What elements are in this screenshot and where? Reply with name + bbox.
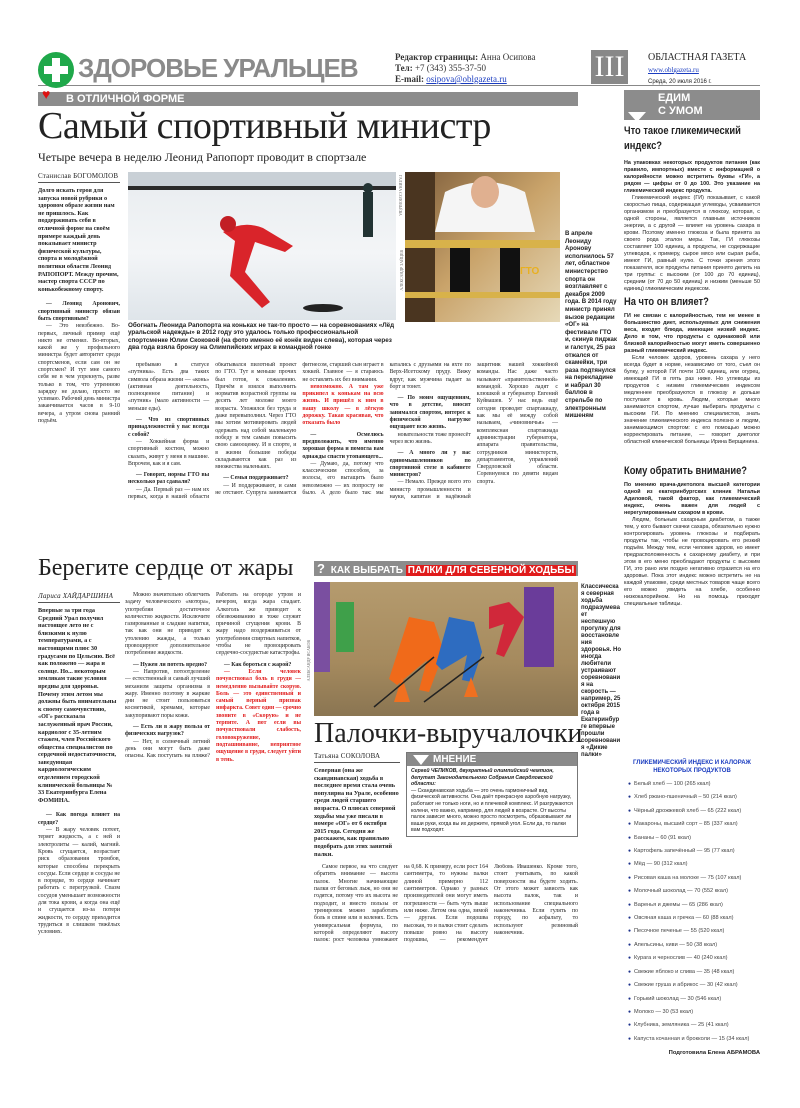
article2-body-col1 — [38, 808, 120, 936]
rubric-label: В ОТЛИЧНОЙ ФОРМЕ — [66, 93, 185, 105]
sidebar-heading-2: На что он влияет? — [624, 296, 709, 308]
question: — Говорят, нормы ГТО вы несколько раз сдавали? — [128, 472, 210, 486]
gi-list-item: ● Рисовая каша на молоке — 75 (107 ккал) — [628, 872, 764, 885]
article-body-col1 — [38, 297, 120, 425]
rubric-line2: С УМОМ — [658, 105, 703, 117]
question-mark-icon: ? — [317, 561, 325, 576]
sidebar-lead-2: ГИ не связан с калорийностью, тем не менее в большинство диет, используемых для снижения веса, входят блюда, имеющие низкий индекс. Дело в том, что продукты с одинаковой или близкой калорийностью могут иметь совершенно разный гликемический индекс. — [624, 313, 760, 354]
gi-list-item: ● Чёрный дрожжевой хлеб — 65 (222 ккал) — [628, 805, 764, 818]
email-label: E-mail: — [395, 74, 424, 84]
question: — Осмелюсь предположить, что именно хорошая форма и помогла вам однажды спасти утопающего... — [302, 431, 384, 460]
question: — А много ли у вас единомышленников по спортивной стезе в кабинете министров? — [389, 450, 471, 479]
question: — Как бороться с жарой? — [224, 661, 292, 668]
editor-name: Анна Осипова — [480, 52, 536, 62]
gi-list-item: ● Песочное печенье — 55 (520 ккал) — [628, 925, 764, 938]
article3-content — [314, 752, 578, 1060]
article-lead: Долго искать героя для запуска новой рубрики о здоровом образе жизни нам не пришлось. Как поддерживать себя в отличной форме на своём примере каждый день показывает министр физической культуры, спорта и молодёжной политики области Леонид РАПОПОРТ. Между прочим, мастер спорта СССР по конькобежному спорту. — [38, 187, 119, 293]
article3-body — [314, 864, 578, 944]
article2-body — [125, 592, 301, 1060]
gi-list-item: ● Горький шоколад — 30 (546 ккал) — [628, 993, 764, 1006]
howto-banner — [314, 561, 578, 576]
sidebar-author: Подготовила Елена АБРАМОВА — [668, 1050, 760, 1056]
article2-headline: Берегите сердце от жары — [38, 555, 294, 581]
gi-list — [628, 778, 764, 1046]
triangle-icon — [413, 755, 429, 765]
article-subheadline: Четыре вечера в неделю Леонид Рапопорт проводит в спортзале — [38, 150, 367, 164]
paper-name: ОБЛАСТНАЯ ГАЗЕТА — [648, 52, 747, 63]
answer: — Нет, в солнечный летний день они могут быть даже опасны. Как поступать на пляже? Работать на огороде утром и вечером, когда жара спадает. Алкоголь же приводит к обезвоживанию и тоже служит причиной сгущения крови. В жару надо воздерживаться от употребления спиртных напитков, чтобы не провоцировать сердечно-сосудистые катастрофы. — [125, 592, 301, 760]
medical-cross-icon — [38, 52, 74, 88]
opinion-text: — Скандинавская ходьба — это очень гармоничный вид физической активности. Она даёт прекрасную аэробную нагрузку, работают не только ноги, но и плечевой комплекс. И разгружаются колени, что важно, например, для людей в возрасте. От высоты палок зависит много, можно просто посмотреть, образовывают ли ваши руки, когда вы их держите, прямой угол. Если да, то палки вам подходят. — [411, 787, 573, 834]
editor-info — [395, 52, 536, 85]
question: — Что из спортивных принадлежностей у вас всегда с собой? — [128, 417, 210, 438]
question: — Нужен ли потеть вредно? — [133, 661, 207, 668]
sidebar-paragraph: Гликемический индекс (ГИ) показывает, с какой скоростью пища, содержащая углеводы, усваивается организмом и преобразуется в глюкозу, которая, с одной стороны, является главным источником энергии, а с другой — влияет на уровень сахара в крови. Поэтому именно глюкоза и была принята за своего рода эталон меры. Так, ГИ глюкозы составляет 100 единиц, а продукты, не содержащие углеводов, к примеру, сырое мясо или сырая рыба, имеют ГИ, равный нулю. С точки зрения этого показателя, все продукты питания принято делить на три группы: с высоким (от 100 до 70 единиц), средним (от 70 до 50 единиц) и низким (меньше 50 единиц) гликемическим индексом. — [624, 195, 760, 292]
sidebar-heading-3: Кому обратить внимание? — [624, 465, 747, 477]
photo3-credit: АЛЕКСАНДР ИСАКОВ — [306, 640, 311, 682]
answer: — Немало. Прежде всего это министр промышленности и науки, капитан и надёжный защитник нашей хоккейной команды. Нас даже часто называют «правительственной» командой. Хорошо ладят с клюшкой и губернатор Евгений Куйвашев. У нас ведь ещё сегодня проводят спартакиаду, как мы её между собой называем, «чиновничья» — комплексная спартакиада администрации губернатора, аппарата правительства, сотрудников министерств, департаментов, управлений Свердловской области. Соревнуемся по девяти видам спорта. — [389, 362, 558, 501]
article-headline: Самый спортивный министр — [38, 105, 491, 147]
gto-sign: ГТО — [520, 266, 540, 277]
gi-list-item: ● Мёд — 90 (312 ккал) — [628, 858, 764, 871]
photo3-caption: Классическая северная ходьба подразумевает неспешную прогулку для восстановления здоровья. Но иногда любители устраивают соревнования на скорость — например, 25 октября 2015 года в Екатеринбурге впервые прошли соревнования «Дикие палки» — [581, 584, 621, 758]
sidebar-lead-3: По мнению врача-диетолога высшей категории одной из екатеринбургских клиник Натальи Адиловой, такой фактор, как гликемический индекс, очень важен для людей с нерегулированным сахаром в крови. — [624, 482, 760, 516]
opinion-author: Сергей ЧЕПИКОВ, двукратный олимпийский чемпион, депутат Законодательного Собрания Свердловской области: — [411, 768, 554, 788]
triangle-icon — [628, 112, 646, 122]
phone: +7 (343) 355-37-50 — [414, 63, 487, 73]
answer: — Напротив, потоотделение — естественный и самый лучший механизм защиты организма в жару. Именно поэтому в жаркие дни не стоит пользоваться косметикой, кремами, которые закупоривают поры кожи. — [125, 668, 210, 719]
sidebar-rubric — [624, 90, 760, 120]
gi-list-item: ● Варенья и джемы — 65 (286 ккал) — [628, 899, 764, 912]
question: — Семья поддерживает? — [223, 475, 289, 482]
gi-list-item: ● Молочный шоколад — 70 (552 ккал) — [628, 885, 764, 898]
article2-lead: Впервые за три года Средний Урал получил настоящее лето не с близкими к нулю температурами, а с настоящими плюс 30 градусами по Цельсию. Всё как положено — жара и солнце. Но... некоторым землякам такие условия вредны для здоровья. Почему этим летом мы должны быть внимательны к своему самочувствию, «ОГ» рассказала заслуженный врач России, кардиолог с 35-летним стажем, член Российского общества специалистов по сердечной недостаточности, заведующая кардиологическим отделением городской клинической больницы № 33 Екатеринбурга Елена ФОМИНА. — [38, 607, 117, 804]
pushup-illustration — [405, 172, 560, 322]
nordic-walking-photo — [314, 582, 578, 716]
answer: пребываю в статусе «путника». Есть два таких символа образа жизни — «конь» (активная деятельность, полноценное питание) и «путник» (мало активности — меньше еды). — [128, 362, 210, 412]
gi-list-item: ● Курага и чернослив — 40 (240 ккал) — [628, 952, 764, 965]
gi-list-item: ● Свежие груша и абрикос — 30 (42 ккал) — [628, 979, 764, 992]
question: — Есть ли в жару польза от физических нагрузок? — [125, 724, 210, 738]
sidebar-lead: На упаковках некоторых продуктов питания (как правило, импортных) вместе с информацией о калорийности можно встретить буквы «ГИ», а рядом — цифры от 0 до 100. Это указание на гликемический индекс продукта. — [624, 160, 760, 194]
photo1-credit: ГАЛИНА СОЛОВЬЁВА — [398, 175, 403, 216]
question: — По моим ощущениям, что в детстве, вносят занимался спортом, интерес к физической нагрузке ощущают всю жизнь. — [389, 395, 471, 431]
article1-first-column — [38, 172, 120, 542]
sidebar-paragraph-2: Если человек здоров, уровень сахара у него всегда будет в норме, независимо от того, съел он булку, у которой ГИ почти 100 единиц, или огурец, имеющий ГИ в пять раз ниже. Но углеводы из продуктов с низким гликемическим индексом медленнее преобразуются в глюкозу и дольше поступают в кровь. Людям, которые много занимаются спортом, лучше выбирать продукты с высоким ГИ. По мнению специалистов, знать значение гликемического индекса полезно и людям, занимающимся спортом: с его помощью можно корректировать питание, — говорит диетолог областной клинической больницы Ирина Верщинина. — [624, 355, 760, 445]
article-body — [128, 362, 558, 542]
banner-prefix: КАК ВЫБРАТЬ — [330, 565, 403, 576]
gi-list-item: ● Апельсины, киви — 50 (38 ккал) — [628, 939, 764, 952]
gi-list-item: ● Молоко — 30 (53 ккал) — [628, 1006, 764, 1019]
article2-first-column — [38, 592, 120, 1060]
article3-lead: Северная (она же скандинавская) ходьба в последнее время стала очень популярна на Урале, особенно среди людей старшего возраста. О плюсах северной ходьбы мы уже писали в номере «ОГ» от 6 октября 2015 года. Сегодня же расскажем, как правильно подобрать для этих занятий палки. — [314, 767, 399, 858]
section-title: ЗДОРОВЬЕ УРАЛЬЦЕВ — [78, 53, 358, 83]
gi-list-item: ● Белый хлеб — 100 (265 ккал) — [628, 778, 764, 791]
gi-list-item: ● Овсяная каша и гречка — 60 (88 ккал) — [628, 912, 764, 925]
gi-list-item: ● Бананы – 60 (91 ккал) — [628, 832, 764, 845]
answer: новательности тоже пронесёт через всю жизнь. — [389, 431, 471, 445]
photo2-caption: В апреле Леониду Аронову исполнилось 57 лет, областное министерство спорта он возглавляет с декабря 2009 года. В 2014 году министр принял вызов редакции «ОГ» на фестивале ГТО и, скинув пиджак и галстук, 25 раз отжался от скамейки, три раза подтянулся на перекладине и набрал 30 баллов в стрельбе по электронным мишеням — [565, 230, 617, 420]
answer: Можно значительно облегчить задачу человеческого «мотора», употребляя достаточное количество жидкости. Исключите газированные и сладкие напитки, так как они не приводят к утолению жажды, а только провоцируют дополнительное потребление жидкости. — [125, 592, 210, 657]
article3-body-text: Самое первое, на что следует обратить внимание — высота палок. Многие начинающие палки от беговых лыж, но они не годятся, потому что их высота не подходит, и вместо пользы от тренировок можно заработать боль в спине или в коленях. Есть универсальная формула, по которой определяют высоту палок: рост человека умножают на 0,68. К примеру, если рост 164 сантиметра, то нужны палки длиной примерно 112 сантиметров. Однако у разных производителей они могут иметь погрешности — быть чуть выше или ниже. Летом она одна, зимой — другая. Если подошва высокая, то и палки стоит сделать повыше ровно на высоту подошвы, — рекомендует Любовь Ивашенко. Кроме того, стоит учитывать, по какой поверхности вы будете ходить. От этого может зависеть как высота палок, так и использование специального наконечника. Если гулять по городу, по асфальту, то используют резиновый наконечник. — [314, 864, 578, 944]
gi-list-item: ● Капуста кочанная и брокколи — 15 (34 ккал) — [628, 1033, 764, 1046]
question: — Леонид Аронович, спортивный министр обязан быть спортивным? — [38, 301, 120, 322]
banner-highlight: ПАЛКИ ДЛЯ СЕВЕРНОЙ ХОДЬБЫ — [407, 565, 575, 576]
sidebar-paragraph-3: Людям, больным сахарным диабетом, а также тем, у кого бывают скачки сахара, обязательно нужно контролировать уровень глюкозы и подбирать продукты так, чтобы не провоцировать его резкий подъём. Между тем, если человек здоров, но имеет предрасположенность к сахарному диабету, и при этом в его меню преобладают продукты с высоким ГИ, это рано или поздно негативно отразится на его здоровье. Пока этот индекс можно встретить не на каждой упаковке, среди местных товаров чаще всего его можно увидеть на хлебе, особенно низкокалорийном. Но на помощь приходят специальные таблицы. — [624, 517, 760, 607]
rubric-line1: ЕДИМ — [658, 92, 691, 104]
answer: — Хоккейная форма и спортивный костюм, можно сказать, живут у меня в машине. Впрочем, как и я сам. — [128, 438, 210, 467]
gi-list-item: ● Картофель запечённый — 95 (77 ккал) — [628, 845, 764, 858]
answer: — Да. Первый раз — нам их первых, когда в нашей области обкатывался пилотный проект по ГТО. Тут я меньше прочих был готов, к сожалению. Причём я взялся выполнить норматив возрастной группы на десять лет моложе моего возраста. Уложился без труда и даже перевыполнил. Через ГТО мы хотим мотивировать людей одержать над собой маленькую победу и тем самым повысить свою самооценку. И в спорте, и в жизни большие победы складываются как раз из множества маленьких. — [128, 362, 297, 501]
heart-icon: ♥ — [42, 88, 51, 103]
gi-list-item: ● Макароны, высший сорт – 85 (337 ккал) — [628, 818, 764, 831]
gi-list-item: ● Хлеб ржано-пшеничный – 50 (214 ккал) — [628, 791, 764, 804]
paper-info — [648, 52, 746, 88]
article3-headline: Палочки-выручалочки — [314, 718, 583, 749]
phone-label: Тел: — [395, 63, 413, 73]
email-link[interactable]: osipova@oblgazeta.ru — [426, 74, 507, 84]
skater-photo — [128, 172, 396, 320]
nordic-walking-illustration — [314, 582, 578, 716]
answer: — В жару человек потеет, теряет жидкость, а с ней и электролиты — калий, магний. Кровь сгущается, возрастает риск образования тромбов, которые способны перекрыть сосуды. Если сердце и сосуды не в порядке, то сердце начинает работать с перегрузкой. Спазм сосудов уменьшает возможности для тока крови, а когда она ещё и сгущается из-за потери жидкости, то сердцу приходится трудиться в слишком тяжёлых условиях. — [38, 827, 120, 936]
opinion-header — [407, 753, 577, 766]
sidebar — [624, 90, 760, 643]
gi-table-title: ГЛИКЕМИЧЕСКИЙ ИНДЕКС И КАЛОРАЖ НЕКОТОРЫХ ПРОДУКТОВ — [633, 760, 751, 774]
gi-list-item: ● Свежие яблоко и слива — 35 (48 ккал) — [628, 966, 764, 979]
pushup-photo — [405, 172, 560, 322]
answer: — И поддерживают, и сами не отстают. Супруга занимается фитнесом, старший сын играет в хоккей. Главное — я стараюсь не оставлять их без внимания. — [215, 362, 384, 497]
article3-byline: Татьяна СОКОЛОВА — [314, 752, 400, 763]
editor-label: Редактор страницы: — [395, 52, 479, 62]
masthead — [38, 50, 760, 86]
photo2-credit: АЛЕКСАНДР ЗАЙЦЕВ — [399, 250, 404, 291]
opinion-box — [406, 752, 578, 837]
highlighted-text: невозможно. А там уже прикипел к конькам на всю жизнь. И пришёл к ним в нашу школу — в лёгкую дорожку. Такая красивая, что отказать было — [302, 383, 384, 427]
website-link[interactable]: www.oblgazeta.ru — [648, 66, 699, 74]
answer: — Думаю, да, потому что классическим способом, за волосы, его вытащить было невозможно — их попросту не было. А дело было так: мы катались с друзьями на яхте по Верх-Исетскому пруду. Вижу вдруг, как мужчина падает за борт и тонет. — [302, 362, 471, 497]
article2-byline: Лариса ХАЙДАРШИНА — [38, 592, 120, 603]
skater-illustration — [128, 172, 396, 320]
byline: Станислав БОГОМОЛОВ — [38, 172, 120, 183]
opinion-label: МНЕНИЕ — [433, 754, 477, 765]
gi-list-item: ● Клубника, земляника — 25 (41 ккал) — [628, 1019, 764, 1032]
highlighted-answer: — Если человек почувствовал боль в груди — немедленно вызывайте скорую. Боль — это единственный и самый верный признак инфаркта. Совет один — срочно звоните в «Скорую» и не терпите. А пот если вы почувствовали слабость, головокружение, подташнивание, неприятное ощущение в груди, следует уйти в тень. — [216, 668, 301, 763]
photo1-caption: Обогнать Леонида Рапопорта на коньках не так-то просто — на соревнованиях «Лёд уральской надежды» в 2012 году это удалось только профессиональной спортсменке Юлии Скоковой (на фото именно её конёк виден слева), которая через два года взяла бронзу на Олимпийских играх в командной гонке — [128, 322, 395, 352]
question: — Как погода влияет на сердце? — [38, 812, 120, 826]
page-number: III — [591, 50, 628, 84]
answer: — Это неизбежно. Во-первых, личный пример ещё никто не отменял. Во-вторых, какой же у профильного министра будет авторитет среди спортсменов, если сам он не спортсмен? И тут мне самого себя не в чем упрекнуть, разве только в том, что утреннюю зарядку не делаю, просто не успеваю. Рабочий день министра заканчивается часов в 9-10 вечера, а утром снова ранний подъём. — [38, 323, 120, 425]
sidebar-heading-1: Что такое гликемический индекс? — [624, 125, 741, 152]
issue-date: Среда, 20 июля 2016 г. — [648, 79, 712, 85]
